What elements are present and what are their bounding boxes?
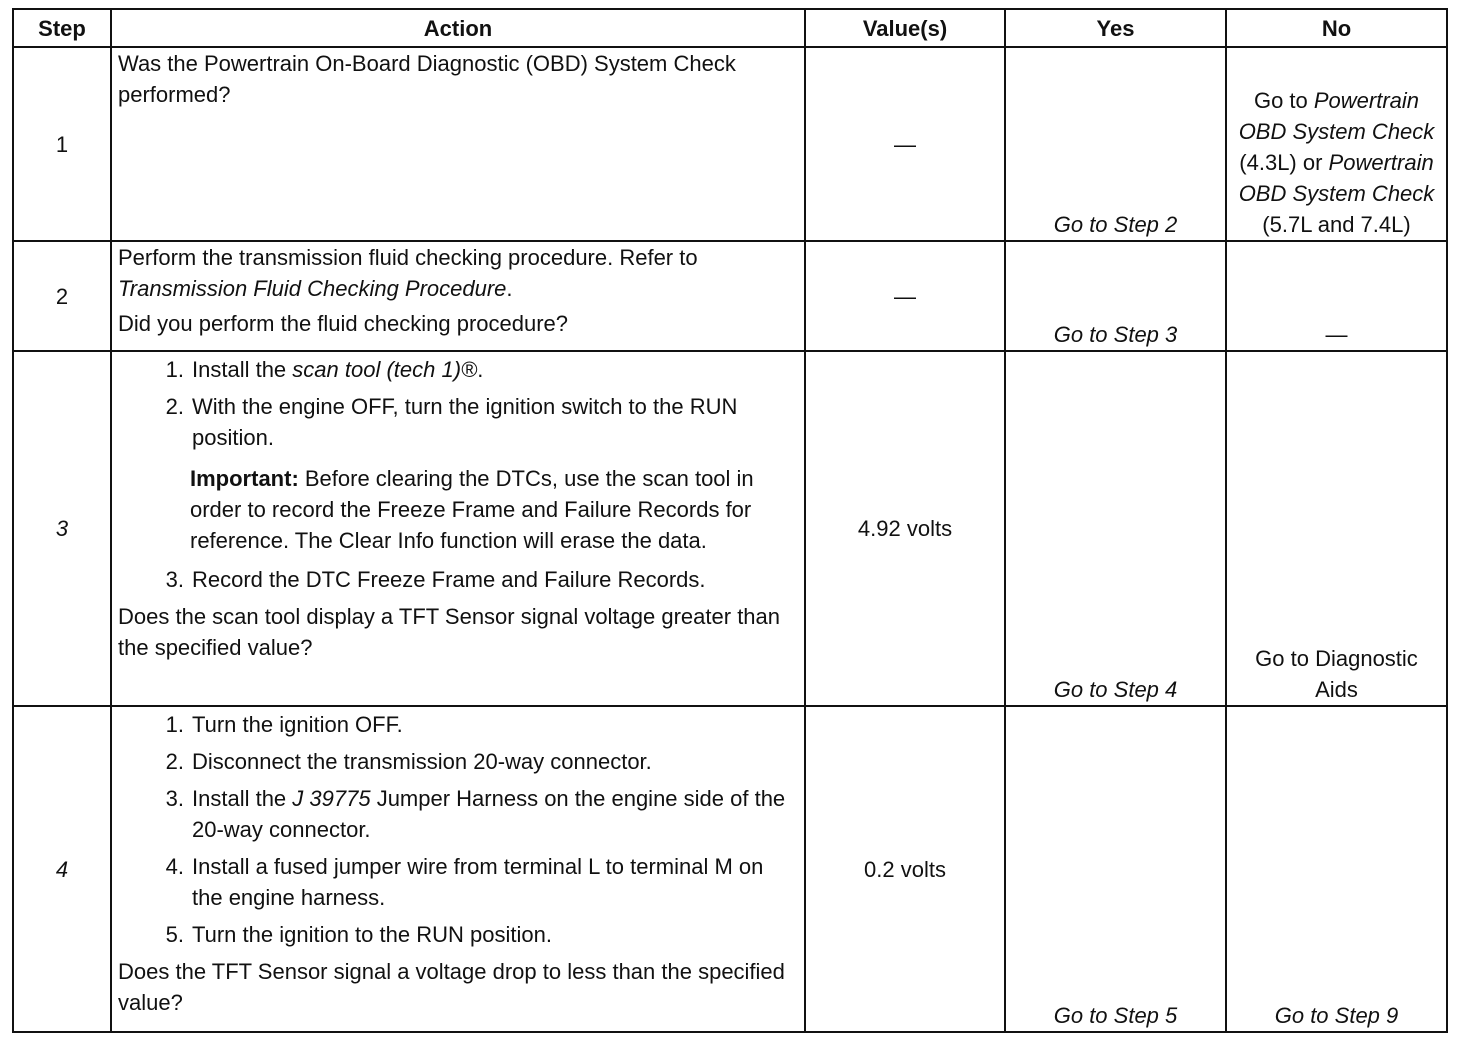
no-text: Go to xyxy=(1253,88,1314,113)
list-text: Turn the ignition to the RUN position. xyxy=(192,922,552,947)
no-cell: — xyxy=(1226,241,1447,351)
yes-link[interactable]: Go to Step 3 xyxy=(1005,241,1226,351)
step-list xyxy=(118,564,798,595)
important-note xyxy=(190,463,798,556)
action-question: Does the scan tool display a TFT Sensor signal voltage greater than the specified value? xyxy=(118,604,781,660)
header-no: No xyxy=(1226,9,1447,47)
header-values: Value(s) xyxy=(805,9,1005,47)
yes-link[interactable]: Go to Step 5 xyxy=(1005,706,1226,1032)
step-number: 1 xyxy=(13,47,111,241)
value-cell: 4.92 volts xyxy=(805,351,1005,706)
text-span: Install the xyxy=(192,786,293,811)
list-number: 3. xyxy=(165,786,184,811)
step-list xyxy=(118,354,798,453)
list-number: 3. xyxy=(165,567,184,592)
header-row xyxy=(13,9,1447,47)
table-row xyxy=(13,241,1447,351)
list-text xyxy=(192,354,798,385)
list-item xyxy=(118,354,798,385)
step-number: 2 xyxy=(13,241,111,351)
action-cell xyxy=(111,47,805,241)
action-text: Perform the transmission fluid checking procedure. Refer to xyxy=(118,245,698,270)
list-text: Turn the ignition OFF. xyxy=(192,712,403,737)
value-cell: 0.2 volts xyxy=(805,706,1005,1032)
step-number: 4 xyxy=(13,706,111,1032)
list-item xyxy=(118,783,798,845)
important-label: Important: xyxy=(190,466,299,491)
action-cell xyxy=(111,241,805,351)
action-question: Was the Powertrain On-Board Diagnostic (OBD) System Check performed? xyxy=(118,51,736,107)
yes-link[interactable]: Go to Step 2 xyxy=(1005,47,1226,241)
list-text xyxy=(192,783,798,845)
text-span: Install the xyxy=(192,357,293,382)
list-text: Record the DTC Freeze Frame and Failure Records. xyxy=(192,567,706,592)
header-action: Action xyxy=(111,9,805,47)
action-text: . xyxy=(506,276,513,301)
list-item xyxy=(118,709,798,740)
no-link[interactable] xyxy=(1226,47,1447,241)
important-text: Before clearing the DTCs, use the scan tool in order to record the Freeze Frame and Failure Records for reference. The Clear Info function will erase the data. xyxy=(190,466,754,553)
list-item xyxy=(118,564,798,595)
list-number: 4. xyxy=(165,854,184,879)
no-link[interactable]: Go to Diagnostic Aids xyxy=(1226,351,1447,706)
action-instruction xyxy=(118,242,798,304)
no-ref: Powertrain OBD System Check xyxy=(1238,150,1435,206)
table-row xyxy=(13,706,1447,1032)
action-cell xyxy=(111,706,805,1032)
list-item xyxy=(118,851,798,913)
list-number: 2. xyxy=(165,394,184,419)
list-text: With the engine OFF, turn the ignition switch to the RUN position. xyxy=(192,394,738,450)
list-text: Disconnect the transmission 20-way connector. xyxy=(192,749,652,774)
table-row xyxy=(13,47,1447,241)
list-item xyxy=(118,746,798,777)
header-yes: Yes xyxy=(1005,9,1226,47)
yes-link[interactable]: Go to Step 4 xyxy=(1005,351,1226,706)
list-number: 2. xyxy=(165,749,184,774)
value-cell: — xyxy=(805,47,1005,241)
tool-name: J 39775 xyxy=(292,786,371,811)
list-number: 5. xyxy=(165,922,184,947)
list-text: Install a fused jumper wire from terminal L to terminal M on the engine harness. xyxy=(192,854,764,910)
list-item xyxy=(118,919,798,950)
step-number: 3 xyxy=(13,351,111,706)
table-row xyxy=(13,351,1447,706)
list-number: 1. xyxy=(165,712,184,737)
no-text: (4.3L) or xyxy=(1239,150,1329,175)
text-span: . xyxy=(477,357,484,382)
value-cell: — xyxy=(805,241,1005,351)
action-cell xyxy=(111,351,805,706)
list-item xyxy=(118,391,798,453)
procedure-link[interactable]: Transmission Fluid Checking Procedure xyxy=(118,276,507,301)
step-list xyxy=(118,709,798,950)
action-question: Does the TFT Sensor signal a voltage drop to less than the specified value? xyxy=(118,959,785,1015)
action-question: Did you perform the fluid checking procedure? xyxy=(118,311,569,336)
no-text: (5.7L and 7.4L) xyxy=(1262,212,1411,237)
tool-name: scan tool (tech 1)® xyxy=(292,357,478,382)
text-span: Jumper Harness on the engine side of the 20-way connector. xyxy=(192,786,786,842)
diagnostic-table xyxy=(12,8,1448,1033)
no-ref: Powertrain OBD System Check xyxy=(1238,88,1435,144)
list-number: 1. xyxy=(165,357,184,382)
header-step: Step xyxy=(13,9,111,47)
no-link[interactable]: Go to Step 9 xyxy=(1226,706,1447,1032)
